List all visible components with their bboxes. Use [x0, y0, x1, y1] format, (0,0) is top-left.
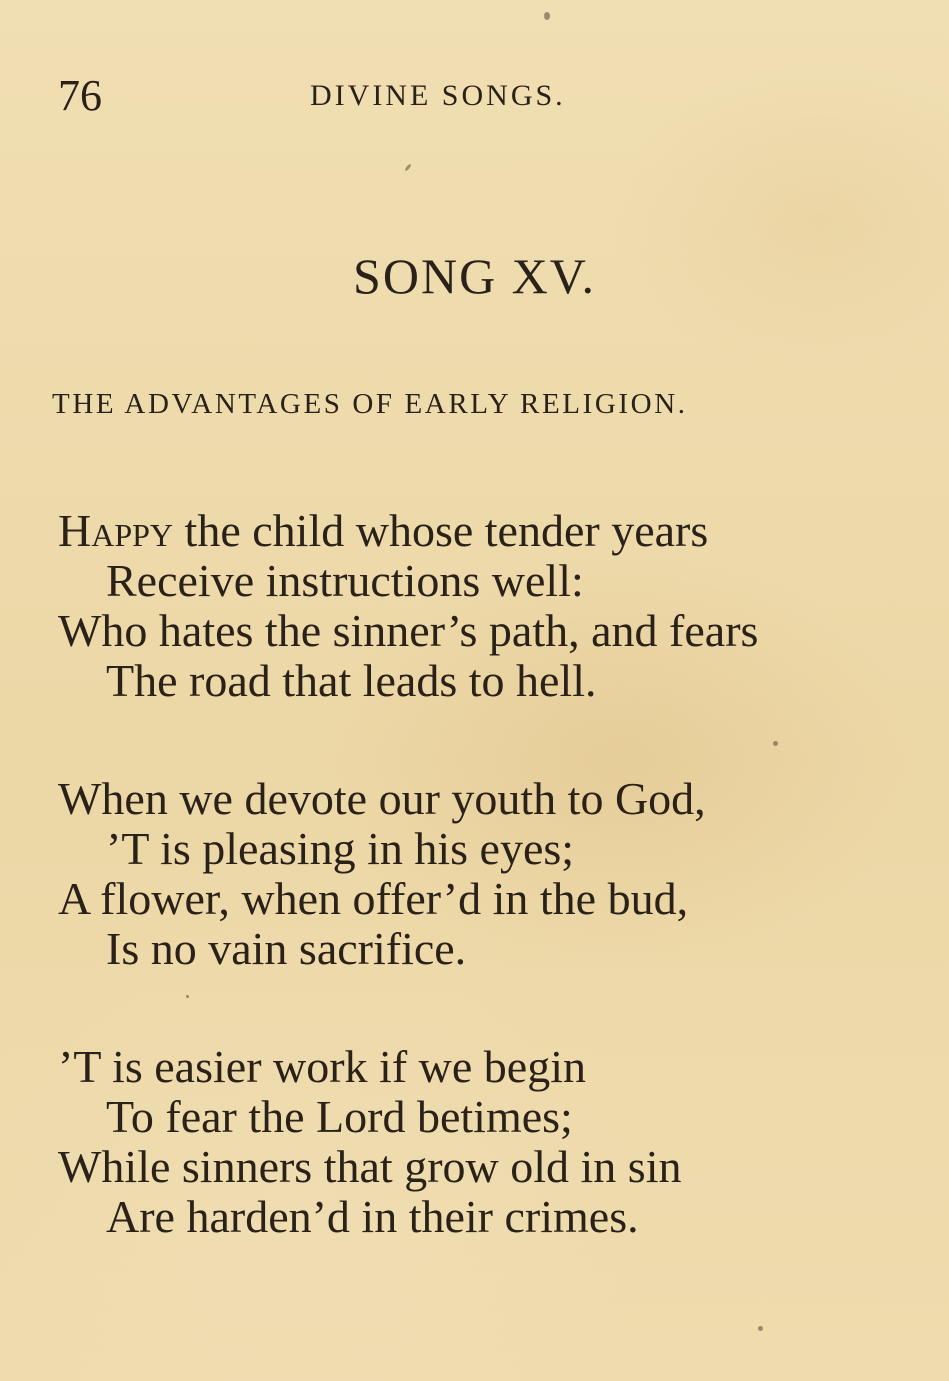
verse-line [58, 506, 928, 556]
verse-line: To fear the Lord betimes; [106, 1091, 573, 1142]
verse-line: When we devote our youth to God, [58, 773, 706, 824]
line-text: the child whose tender years [173, 505, 709, 556]
running-head [0, 68, 949, 124]
verses [58, 506, 928, 1310]
paper-speck [544, 12, 550, 20]
paper-speck [758, 1326, 763, 1331]
running-title: DIVINE SONGS. [310, 79, 566, 112]
verse-line: Is no vain sacrifice. [106, 923, 467, 974]
verse-line: Receive instructions well: [106, 555, 584, 606]
paper-speck [404, 163, 411, 171]
verse-line: A flower, when offer’d in the bud, [58, 873, 689, 924]
song-title: SONG XV. [353, 248, 596, 304]
song-subtitle: THE ADVANTAGES OF EARLY RELIGION. [52, 388, 688, 420]
stanza-3 [58, 1042, 928, 1242]
stanza-1 [58, 506, 928, 706]
verse-line: While sinners that grow old in sin [58, 1141, 682, 1192]
page-number: 76 [58, 71, 102, 120]
verse-line: Are harden’d in their crimes. [106, 1191, 639, 1242]
verse-line: ’T is pleasing in his eyes; [106, 823, 575, 874]
paper-speck [186, 995, 189, 998]
verse-line: ’T is easier work if we begin [58, 1041, 586, 1092]
verse-line: Who hates the sinner’s path, and fears [58, 605, 759, 656]
verse-line: The road that leads to hell. [106, 655, 597, 706]
first-word: Happy [58, 505, 174, 556]
stanza-2 [58, 774, 928, 974]
paper-speck [773, 741, 778, 746]
